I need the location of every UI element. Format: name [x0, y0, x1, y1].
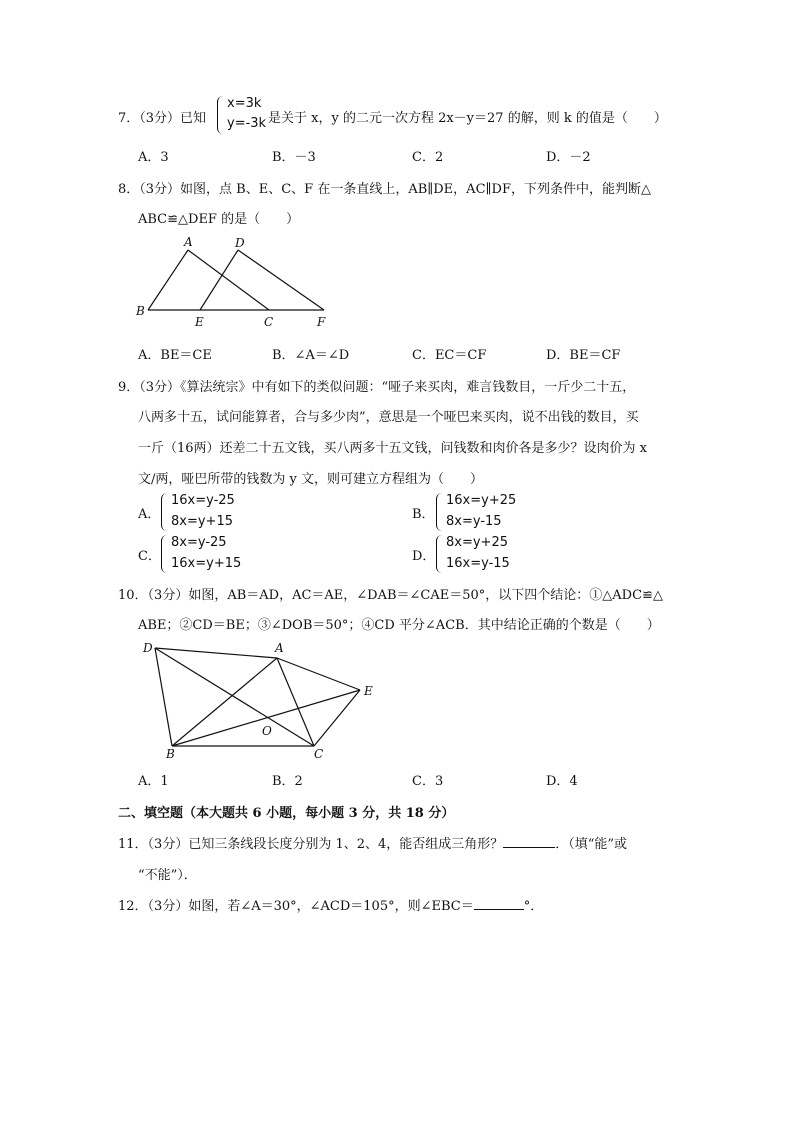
q9-option-d-row-2: 16x=y-15 — [446, 556, 510, 571]
q10-label-c: C — [314, 747, 324, 761]
q12-text-after-blank: °． — [523, 899, 544, 914]
q9-line-4: 文/两，哑巴所带的钱数为 y 文，则可建立方程组为（ ） — [138, 472, 483, 487]
q9-option-b-row-2: 8x=y-15 — [446, 514, 502, 529]
brace-icon — [161, 535, 169, 573]
q7-system-row-1: x=3k — [227, 96, 262, 111]
q8-segment-df — [238, 250, 324, 310]
q7-option-b: B．－3 — [272, 150, 316, 165]
q11-text-before-blank: 11．（3分）已知三条线段长度分别为 1、2、4，能否组成三角形？ — [118, 837, 504, 852]
q10-label-e: E — [364, 684, 373, 698]
q9-option-a-system — [161, 493, 241, 531]
q9-option-d-system — [436, 535, 516, 573]
q7-suffix: 是关于 x，y 的二元一次方程 2x－y＝27 的解，则 k 的值是（ ） — [268, 111, 667, 126]
q10-segment-ac — [277, 658, 314, 746]
q10-segment-ec — [314, 690, 360, 746]
q7-option-c: C．2 — [412, 150, 444, 165]
q8-figure — [132, 234, 342, 334]
q9-option-c-row-1: 8x=y-25 — [171, 535, 227, 550]
q8-line-2: ABC≌△DEF 的是（ ） — [138, 212, 300, 227]
q11-line-1 — [118, 833, 627, 852]
q9-option-b-system — [436, 493, 516, 531]
q8-option-b: B．∠A＝∠D — [272, 348, 350, 363]
q8-label-d: D — [235, 236, 245, 250]
q12-text-before-blank: 12．（3分）如图，若∠A＝30°，∠ACD＝105°，则∠EBC＝ — [118, 899, 474, 914]
q8-option-c: C．EC＝CF — [412, 348, 487, 363]
q8-segment-ac — [188, 250, 269, 310]
section-2-heading: 二、填空题（本大题共 6 小题，每小题 3 分，共 18 分） — [118, 806, 455, 821]
q10-segment-ae — [277, 658, 360, 690]
q8-label-e: E — [195, 315, 204, 329]
q7-option-a: A．3 — [138, 150, 169, 165]
q8-line-1: 8．（3分）如图，点 B、E、C、F 在一条直线上，AB∥DE，AC∥DF，下列条件中，能判断△ — [118, 182, 651, 197]
q9-option-a-label: A． — [138, 507, 161, 522]
q8-option-a: A．BE＝CE — [138, 348, 212, 363]
q10-label-a: A — [275, 641, 284, 655]
q10-option-a: A．1 — [138, 774, 169, 789]
q8-segment-ba — [148, 250, 188, 310]
q7-option-d: D．－2 — [546, 150, 591, 165]
brace-icon — [436, 493, 444, 531]
q9-option-b-row-1: 16x=y+25 — [446, 493, 517, 508]
q8-label-c: C — [264, 315, 274, 329]
q10-label-o: O — [262, 724, 272, 738]
q9-line-1: 9．（3分）《算法统宗》中有如下的类似问题：“哑子来买肉，难言钱数目，一斤少二十五， — [118, 380, 636, 395]
q10-line-1: 10．（3分）如图，AB＝AD，AC＝AE，∠DAB＝∠CAE＝50°，以下四个结论：①△ADC≌△ — [118, 588, 663, 603]
q11-answer-blank[interactable] — [503, 847, 555, 848]
q9-option-c-label: C． — [138, 549, 161, 564]
q8-label-f: F — [317, 315, 326, 329]
q10-figure — [136, 636, 386, 762]
brace-icon — [161, 493, 169, 531]
q9-option-c-row-2: 16x=y+15 — [171, 556, 242, 571]
q9-option-d-row-1: 8x=y+25 — [446, 535, 508, 550]
q10-label-b: B — [166, 747, 175, 761]
q11-line-2: “不能”）． — [138, 868, 197, 883]
q8-option-d: D．BE＝CF — [546, 348, 621, 363]
brace-icon — [436, 535, 444, 573]
q12-line — [118, 895, 543, 914]
q9-option-a-row-2: 8x=y+15 — [171, 514, 233, 529]
q9-option-a-row-1: 16x=y-25 — [171, 493, 235, 508]
q10-option-d: D．4 — [546, 774, 578, 789]
q7-system-row-2: y=-3k — [227, 116, 267, 131]
q8-label-a: A — [184, 235, 193, 249]
q7-prefix: 7．（3分）已知 — [118, 111, 207, 126]
q8-label-b: B — [136, 304, 145, 318]
q10-segment-db — [155, 648, 172, 746]
q8-segment-ed — [200, 250, 238, 310]
q12-answer-blank[interactable] — [474, 909, 524, 910]
q10-segment-da — [155, 648, 277, 658]
q9-line-2: 八两多十五，试问能算者，合与多少肉”，意思是一个哑巴来买肉，说不出钱的数目，买 — [138, 410, 639, 425]
q9-option-d-label: D． — [412, 549, 436, 564]
q9-line-3: 一斤（16两）还差二十五文钱，买八两多十五文钱，问钱数和肉价各是多少？设肉价为 x — [138, 441, 648, 456]
brace-icon — [217, 96, 225, 134]
q10-option-c: C．3 — [412, 774, 444, 789]
q9-option-c-system — [161, 535, 241, 573]
q10-line-2: ABE；②CD＝BE；③∠DOB＝50°；④CD 平分∠ACB．其中结论正确的个数是（ ） — [138, 618, 660, 633]
q9-option-b-label: B． — [412, 507, 435, 522]
q11-text-after-blank: ．（填“能”或 — [555, 837, 628, 852]
q10-option-b: B．2 — [272, 774, 303, 789]
q10-label-d: D — [143, 641, 153, 655]
